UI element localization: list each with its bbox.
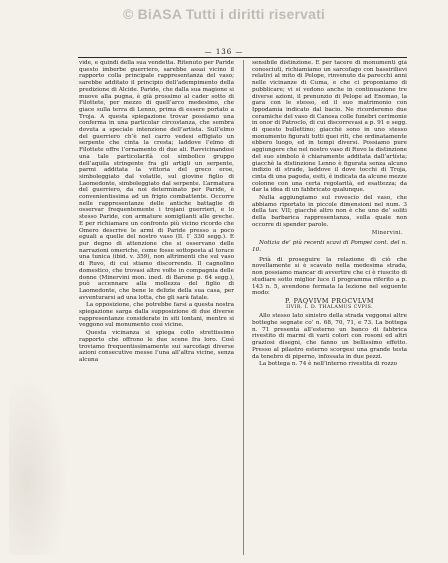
right-column [252,60,407,555]
inscription-line-1: P. PAQVIVM PROCVLVM [285,296,374,305]
right-paragraph-3: Prià di proseguire la relazione di ciò che novellamente si è scavato nella medesima strada, non possiamo mancar di avvertire che ci è riuscito di studiare sotto miglior luce il programma riferito a p. 143 n. 5, avendone fermata la lezione nel seguente modo: [252,256,407,297]
right-paragraph-1: sensibile distinzione. E per tacere di monumenti già conosciuti, richiamiamo un sarcofago con bassirilievi relativi al mito di Pelope, rinvenuto da parecchi anni nelle vicinanze di Cuma, e che ci proponiamo di pubblicare; vi si vedono anche in continuazione tre diverse azioni, il prenunzio di Pelope ad Enomao, la gara con le stesso, ed il suo matrimonio con Ippodamia indicato dal bacio. Ne ricorderemo due ceramiche del vaso di Canosa colle funebri cerimonie in onor di Patroclo, di cui discorrevasi a p. 91 e segg. di questo bullettino; giacchè sono in uno stesso monumento figurati tutti quei riti, che ordinatamente ebbero luogo, ed in tempi diversi. Possiamo pure aggiungere che nel nostro vaso di Ruvo la distinzione del suo simbolo è chiaramente additata dall’artista; giacchè la distinzione Lenno è figurata senza alcuno indizio di strade, laddove il dove tocchi di Troja, cinta di una pagoda, esiti, è indicata da alcune mezze colonne con una certa regolarità, ed esattezza; da dar la idea di un fabbricato qualunque. [252,60,407,194]
watermark: © BiASA Tutti i diritti riservati [122,6,326,22]
inscription-line-2: IIVIR. I. D. THALAMUS CVPIS. [286,304,373,310]
page-stain [9,370,69,555]
left-paragraph-3: Questa vicinanza si spiega collo strettissimo rapporto che offrono le due scene fra loro. Così troviamo frequentissimamente sui sarcofagi diverse azioni consecutive messe l’una all’altra vicine, senza alcuna [79,330,234,363]
left-column [79,60,234,555]
header-rule [78,57,407,58]
right-paragraph-5: La bottega n. 74 è nell’interno rivestita di rozzo [259,361,397,368]
page-number: — 136 — [204,48,244,56]
section-heading: Notizia de’ più recenti scavi di Pompei cont. del n. 10. [252,240,407,253]
column-divider [243,60,244,555]
left-paragraph-1: vide, e quindi della sua vendetta. Ritenuto per Paride questo imberbe guerriero, sarebbe assai vicino il rapporto colla principale rappresentanza del vaso; sarebbe additato il principio dell’adempimento della predizione di Alcide. Paride, che dalla sua magione si muove alla pugna, è già prossimo al cader sotto di Filottete, per mezzo di quell’arco medesimo, che giace sulla terra di Lenno, prima di essere portato a Troja. A questa spiegazione trovar possiamo una conferma in una particolar circostanza, che sembra dovuta a speciale intenzione dell’artista. Sull’elmo del guerriero ch’è nel carro vedesi effigiato un serpente che cinta la cresta; laddove l’elmo di Filottete offre l’ornamento di due ali. Ravvicinandosi una tale particolarità col simbolico gruppo dell’aquila stringente fra gli artigli un serpente, parmi additata la vittoria del greco eroe, simboleggiato dal volatile, sul giovine figlio di Laomedonte, simboleggiato dal serpente. L’armatura del guerriero, da noi determinato per Paride, è convenientissima ad un frigio combattente. Occorre nelle rappresentanze delle antiche battaglie di osservar frequentemente i trojani guerrieri, e lo stesso Paride, con armature somiglianti alle greche. E per richiamare un confronto più vicino ricordo che Omero descrive le armi di Paride presso a poco eguali a quelle del nostro vaso (Il. Γ 330 segg.). E pur degno di attenzione che si osservano delle narrazioni omeriche, come fosse sottoposta al torace una tunica (ibid. v. 359), non altrimenti che sul vaso di Ruvo, di cui stiamo discorrendo. Il cagnolino domestico, che trovasi altre volte in compagnia delle donne (Minervini mon. ined. di Barone p. 64 segg.), può accennare alla mollezza del figlio di Laomedonte, che bene le delizie della sua casa, per avventurarsi ad una lotta, che gli sarà fatale. [79,60,234,301]
left-paragraph-2: La opposizione, che potrebbe farsi a questa nostra spiegazione sarga dalla supposizione di due diverse rappresentanze considerate in siti lontani, mentre si veggono sul monumento così vicine. [79,302,234,329]
author-signature: Minervini. [371,229,403,236]
right-paragraph-2: Nulla aggiungiamo sul rovescio del vaso, che abbiamo riportato in piccole dimensioni nel num. 3 della tav. VII; giacchè altro non è che uno de’ soliti della barbarica rappresentanza, sulla quale non occorre di spender parole. [252,195,407,228]
right-paragraph-4: Allo stesso lato sinistro della strada veggonsi altre botteghe segnate co’ n. 68, 70, 71, e 73. La bottega n. 71 presenta all’esterno un banco di fabbrica rivestito di marmi di varii colori con rosoni ed altri graziosi disegni, che fanno un bellissimo effetto. Presso al pilastro esterno scorgesi una grande testa da tenebro di piperno, infossata in due pezzi. [252,313,407,360]
